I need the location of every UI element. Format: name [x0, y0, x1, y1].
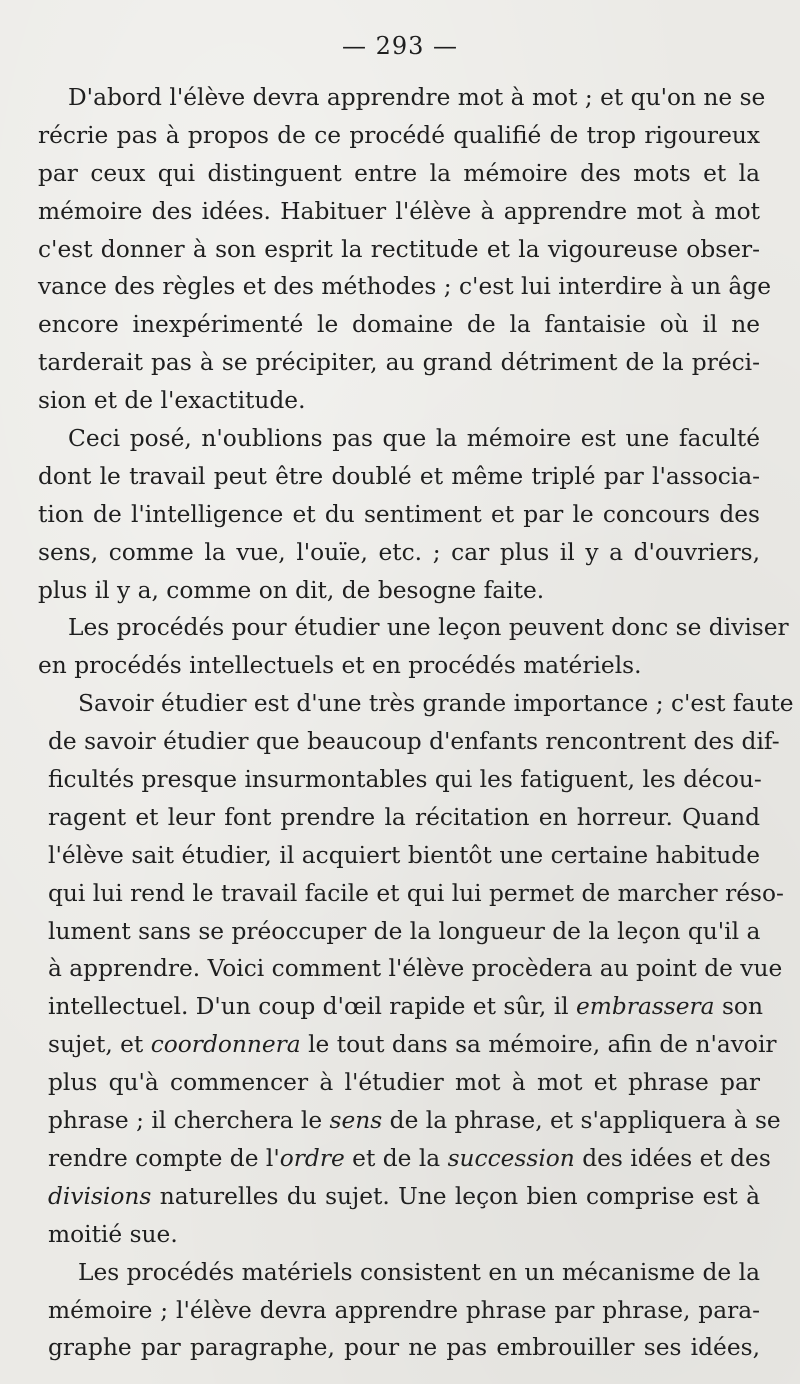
text-line: moitié sue.: [48, 1220, 178, 1248]
paragraph-5: [38, 1254, 760, 1368]
text-run: phrase ; il cherchera le: [48, 1107, 330, 1135]
italic-term: coordonnera: [150, 1031, 301, 1059]
paragraph-3: [38, 609, 789, 685]
text-line: par ceux qui distinguent entre la mémoire des mots et la: [38, 159, 760, 187]
text-line: [48, 988, 763, 1026]
text-line: récrie pas à propos de ce procédé qualifié de trop rigoureux: [38, 121, 760, 149]
italic-term: divisions: [48, 1182, 152, 1210]
text-run: des idées et des: [574, 1144, 771, 1172]
text-run: son: [714, 993, 763, 1021]
text-run: rendre compte de l': [48, 1144, 280, 1172]
text-line: de savoir étudier que beaucoup d'enfants rencontrent des dif-: [48, 728, 780, 756]
text-line: l'élève sait étudier, il acquiert bientôt une certaine habitude: [48, 841, 760, 869]
text-run: le tout dans sa mémoire, afin de n'avoir: [300, 1031, 777, 1059]
text-line: à apprendre. Voici comment l'élève procèdera au point de vue: [48, 955, 783, 983]
text-line: [48, 1026, 777, 1064]
text-run: de la phrase, et s'appliquera à se: [382, 1107, 781, 1135]
text-line: Les procédés pour étudier une leçon peuvent donc se diviser: [68, 614, 789, 642]
paragraph-2: [38, 420, 760, 609]
text-line: tion de l'intelligence et du sentiment et par le concours des: [38, 500, 760, 528]
text-line: plus il y a, comme on dit, de besogne faite.: [38, 576, 545, 604]
text-run: et de la: [344, 1144, 448, 1172]
text-line: D'abord l'élève devra apprendre mot à mot ; et qu'on ne se: [68, 84, 766, 111]
text-line: [48, 1102, 781, 1140]
paragraph-4: [38, 685, 794, 1253]
text-line: graphe par paragraphe, pour ne pas embrouiller ses idées,: [48, 1334, 760, 1362]
text-line: ficultés presque insurmontables qui les fatiguent, les décou-: [48, 766, 762, 794]
text-line: dont le travail peut être doublé et même triplé par l'associa-: [38, 462, 760, 490]
text-line: mémoire des idées. Habituer l'élève à apprendre mot à mot: [38, 197, 760, 225]
text-line: sion et de l'exactitude.: [38, 387, 306, 415]
italic-term: sens: [329, 1107, 383, 1135]
text-run: naturelles du sujet. Une leçon bien comprise est à: [151, 1182, 760, 1210]
text-line: Les procédés matériels consistent en un mécanisme de la: [78, 1258, 760, 1286]
page-number: — 293 —: [341, 32, 459, 60]
text-line: encore inexpérimenté le domaine de la fantaisie où il ne: [38, 311, 760, 339]
text-line: ragent et leur font prendre la récitation en horreur. Quand: [48, 803, 760, 831]
text-line: lument sans se préoccuper de la longueur de la leçon qu'il a: [48, 917, 761, 945]
text-line: sens, comme la vue, l'ouïe, etc. ; car plus il y a d'ouvriers,: [38, 538, 760, 566]
text-line: tarderait pas à se précipiter, au grand détriment de la préci-: [38, 349, 760, 377]
text-line: qui lui rend le travail facile et qui lui permet de marcher réso-: [48, 879, 784, 907]
body-text: [38, 79, 794, 1367]
text-run: sujet, et: [48, 1031, 151, 1059]
paragraph-1: [38, 79, 771, 420]
italic-term: succession: [447, 1144, 575, 1172]
text-line: [48, 1178, 760, 1216]
text-line: mémoire ; l'élève devra apprendre phrase par phrase, para-: [48, 1296, 760, 1324]
text-line: plus qu'à commencer à l'étudier mot à mot et phrase par: [48, 1069, 760, 1097]
italic-term: ordre: [279, 1144, 345, 1172]
italic-term: embrassera: [576, 993, 715, 1021]
text-run: intellectuel. D'un coup d'œil rapide et sûr, il: [48, 993, 577, 1021]
text-line: en procédés intellectuels et en procédés matériels.: [38, 652, 642, 680]
text-line: [48, 1140, 771, 1178]
text-line: vance des règles et des méthodes ; c'est lui interdire à un âge: [38, 273, 771, 301]
text-line: Savoir étudier est d'une très grande importance ; c'est faute: [78, 690, 794, 718]
text-line: Ceci posé, n'oublions pas que la mémoire est une faculté: [68, 425, 760, 453]
text-line: c'est donner à son esprit la rectitude et la vigoureuse obser-: [38, 235, 760, 263]
